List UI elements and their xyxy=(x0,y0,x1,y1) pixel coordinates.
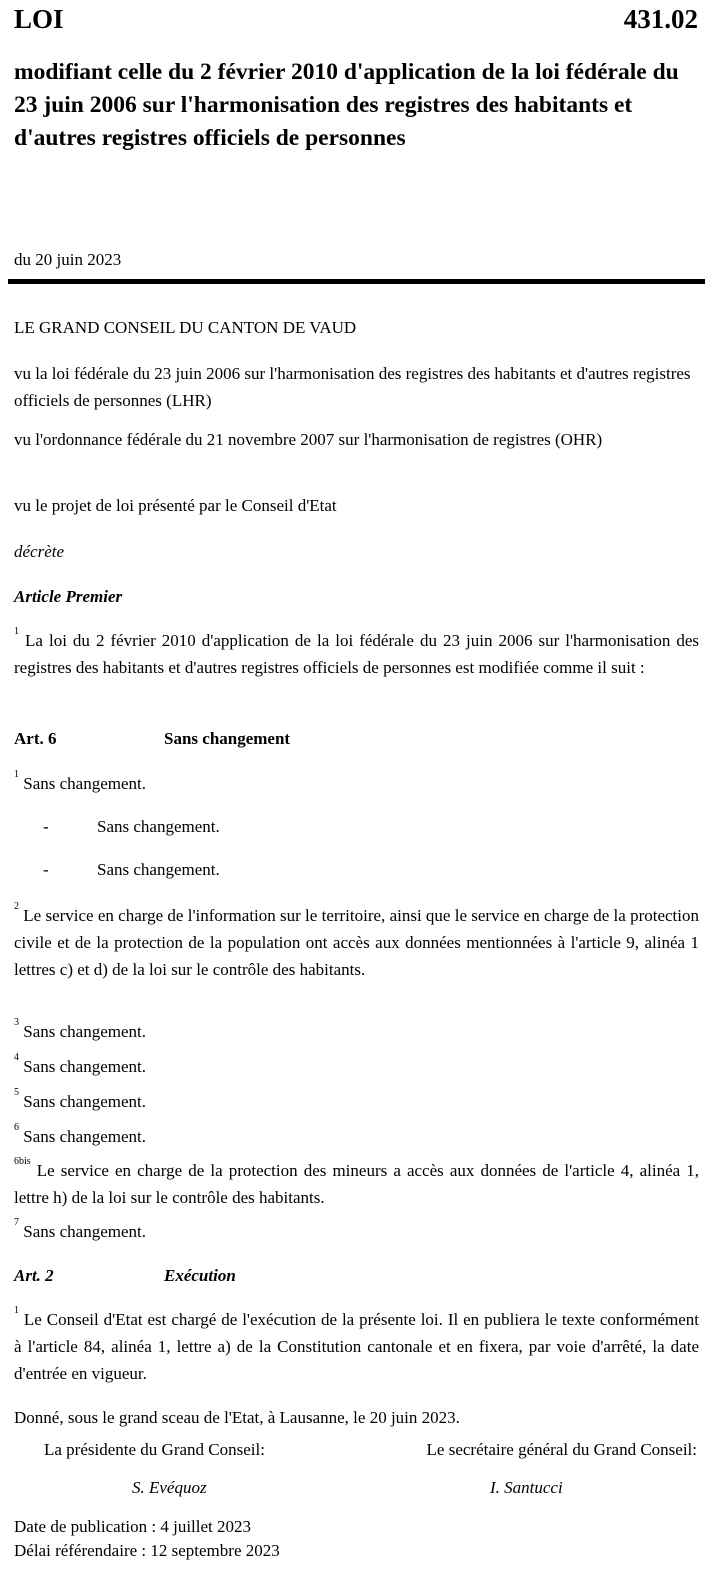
vu-lhr: vu la loi fédérale du 23 juin 2006 sur l'harmonisation des registres des habitants et d'autres registres officiels de personnes (LHR) xyxy=(14,364,691,410)
art2-number: Art. 2 xyxy=(14,1266,54,1285)
al-number: 6bis xyxy=(14,1156,31,1167)
dash-text: Sans changement. xyxy=(97,817,220,836)
art6-al6 xyxy=(14,1123,699,1150)
secretary-role: Le secrétaire général du Grand Conseil: xyxy=(426,1440,697,1459)
al-number: 2 xyxy=(14,901,19,912)
al-number: 3 xyxy=(14,1017,19,1028)
al-number: 5 xyxy=(14,1087,19,1098)
secretary-name: I. Santucci xyxy=(490,1478,563,1497)
dash-bullet: - xyxy=(43,860,49,879)
vu-projet: vu le projet de loi présenté par le Conseil d'Etat xyxy=(14,496,337,515)
dash-bullet: - xyxy=(43,817,49,836)
president-role: La présidente du Grand Conseil: xyxy=(44,1440,265,1459)
art6-dash-item-2 xyxy=(14,856,699,883)
al-number: 6 xyxy=(14,1122,19,1133)
art6-al4 xyxy=(14,1053,699,1080)
art6-number: Art. 6 xyxy=(14,729,57,748)
president-name: S. Evéquoz xyxy=(132,1478,207,1497)
law-number: 431.02 xyxy=(623,4,698,34)
art6-al2 xyxy=(14,902,699,983)
art6-al6bis xyxy=(14,1157,699,1211)
art2-heading xyxy=(14,1262,699,1289)
art2-al1 xyxy=(14,1306,699,1387)
al-text: Sans changement. xyxy=(19,1222,146,1241)
al-text: Sans changement. xyxy=(19,1022,146,1041)
publication-date: Date de publication : 4 juillet 2023 xyxy=(14,1517,252,1536)
law-date: du 20 juin 2023 xyxy=(14,250,122,269)
given-at: Donné, sous le grand sceau de l'Etat, à Lausanne, le 20 juin 2023. xyxy=(14,1408,460,1427)
al-text: Sans changement. xyxy=(19,1057,146,1076)
referendum-deadline: Délai référendaire : 12 septembre 2023 xyxy=(14,1541,280,1560)
authority: LE GRAND CONSEIL DU CANTON DE VAUD xyxy=(14,318,357,337)
article-premier-al1 xyxy=(14,627,699,681)
al-number: 7 xyxy=(14,1217,19,1228)
dash-text: Sans changement. xyxy=(97,860,220,879)
art2-title: Exécution xyxy=(164,1266,236,1285)
art6-dash-item-1 xyxy=(14,813,699,840)
al-text: Le Conseil d'Etat est chargé de l'exécution de la présente loi. Il en publiera le texte conformément à l'article 84, alinéa 1, lettre a) de la Constitution cantonale et en fixera, par voie d'arrêté, la date d'entrée en vigueur. xyxy=(14,1310,699,1383)
al-number: 1 xyxy=(14,1305,19,1316)
al-text: Sans changement. xyxy=(19,774,146,793)
art6-al5 xyxy=(14,1088,699,1115)
al-text: Sans changement. xyxy=(19,1092,146,1111)
header-divider xyxy=(8,279,705,284)
article-premier-heading: Article Premier xyxy=(14,587,123,606)
al-text: La loi du 2 février 2010 d'application de la loi fédérale du 23 juin 2006 sur l'harmonisation des registres des habitants et d'autres registres officiels de personnes est modifiée comme il suit : xyxy=(14,631,699,677)
art6-title: Sans changement xyxy=(164,729,291,748)
art6-heading xyxy=(14,725,699,752)
art6-al3 xyxy=(14,1018,699,1045)
law-type: LOI xyxy=(14,4,64,34)
vu-ohr: vu l'ordonnance fédérale du 21 novembre 2007 sur l'harmonisation de registres (OHR) xyxy=(14,430,603,449)
decree: décrète xyxy=(14,542,65,561)
al-number: 1 xyxy=(14,769,19,780)
al-number: 4 xyxy=(14,1052,19,1063)
al-text: Sans changement. xyxy=(19,1127,146,1146)
art6-al7 xyxy=(14,1218,699,1245)
al-text: Le service en charge de la protection des mineurs a accès aux données de l'article 4, alinéa 1, lettre h) de la loi sur le contrôle des habitants. xyxy=(14,1161,699,1207)
al-number: 1 xyxy=(14,626,19,637)
al-text: Le service en charge de l'information sur le territoire, ainsi que le service en charge de la protection civile et de la protection de la population ont accès aux données mentionnées à l'article 9, alinéa 1 lettres c) et d) de la loi sur le contrôle des habitants. xyxy=(14,906,699,979)
law-title: modifiant celle du 2 février 2010 d'application de la loi fédérale du 23 juin 2006 sur l'harmonisation des registres des habitants et d'autres registres officiels de personnes xyxy=(14,59,679,151)
art6-al1 xyxy=(14,770,699,797)
